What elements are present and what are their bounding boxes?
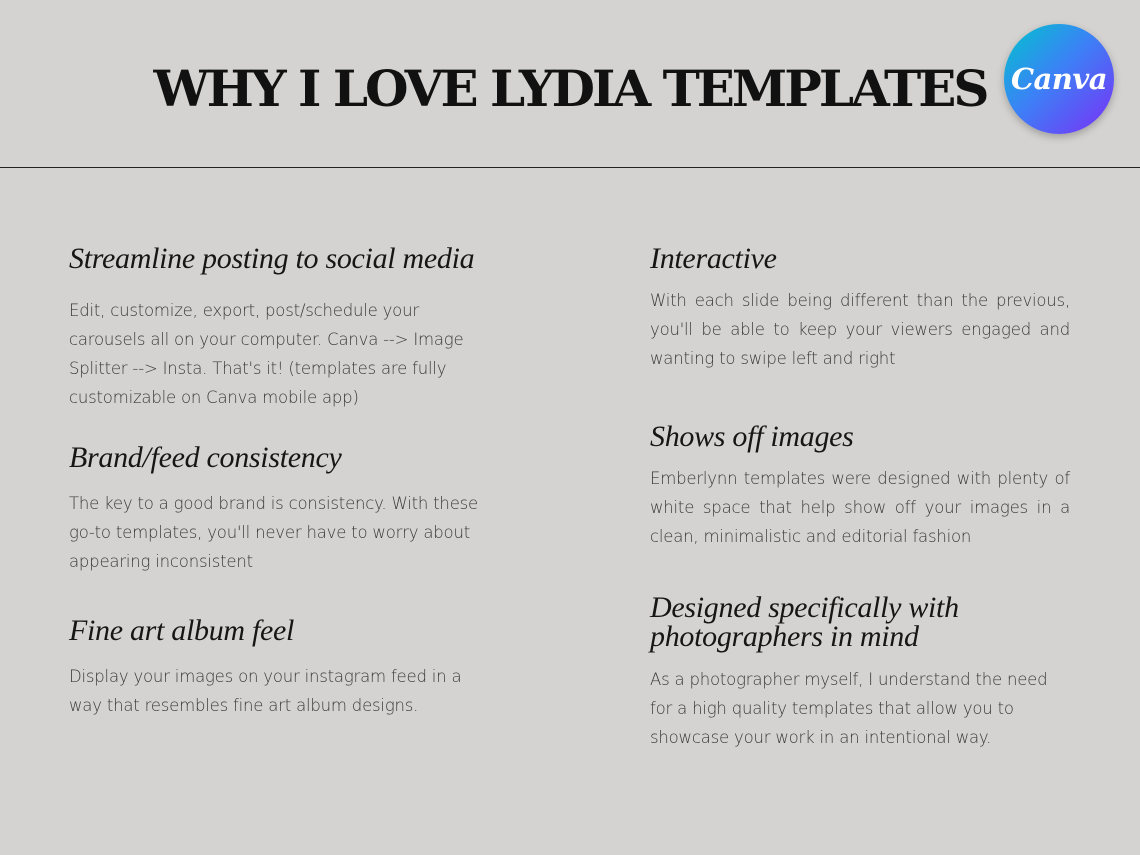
feature-shows-off-images <box>650 422 1070 551</box>
feature-description: As a photographer myself, I understand the need for a high quality templates that allow you to showcase your work in an intentional way. <box>650 670 1048 747</box>
page-title: WHY I LOVE LYDIA TEMPLATES <box>153 59 987 118</box>
feature-heading: Interactive <box>650 242 777 275</box>
canva-logo-text: Canva <box>1010 62 1108 96</box>
feature-for-photographers <box>650 593 1070 752</box>
feature-description: Emberlynn templates were designed with plenty of white space that help show off your images in a clean, minimalistic and editorial fashion <box>650 469 1070 546</box>
feature-heading: Brand/feed consistency <box>69 441 342 474</box>
feature-interactive <box>650 244 1070 373</box>
feature-brand-consistency <box>69 443 489 576</box>
feature-description: The key to a good brand is consistency. With these go-to templates, you'll never have to worry about appearing inconsistent <box>69 494 478 571</box>
feature-description: Display your images on your instagram feed in a way that resembles fine art album designs. <box>69 667 462 715</box>
feature-fine-art-album <box>69 616 489 720</box>
feature-heading: Streamline posting to social media <box>69 242 475 275</box>
feature-description: With each slide being different than the previous, you'll be able to keep your viewers engaged and wanting to swipe left and right <box>650 291 1070 368</box>
feature-heading: Designed specifically with photographers in mind <box>650 591 959 653</box>
feature-heading: Shows off images <box>650 420 854 453</box>
header-divider <box>0 167 1140 168</box>
feature-description: Edit, customize, export, post/schedule your carousels all on your computer. Canva --> Image Splitter --> Insta. That's it! (templates are fully customizable on Canva mobile app) <box>69 301 464 407</box>
feature-streamline-posting <box>69 244 489 412</box>
feature-heading: Fine art album feel <box>69 614 295 647</box>
canva-logo <box>1004 24 1114 134</box>
